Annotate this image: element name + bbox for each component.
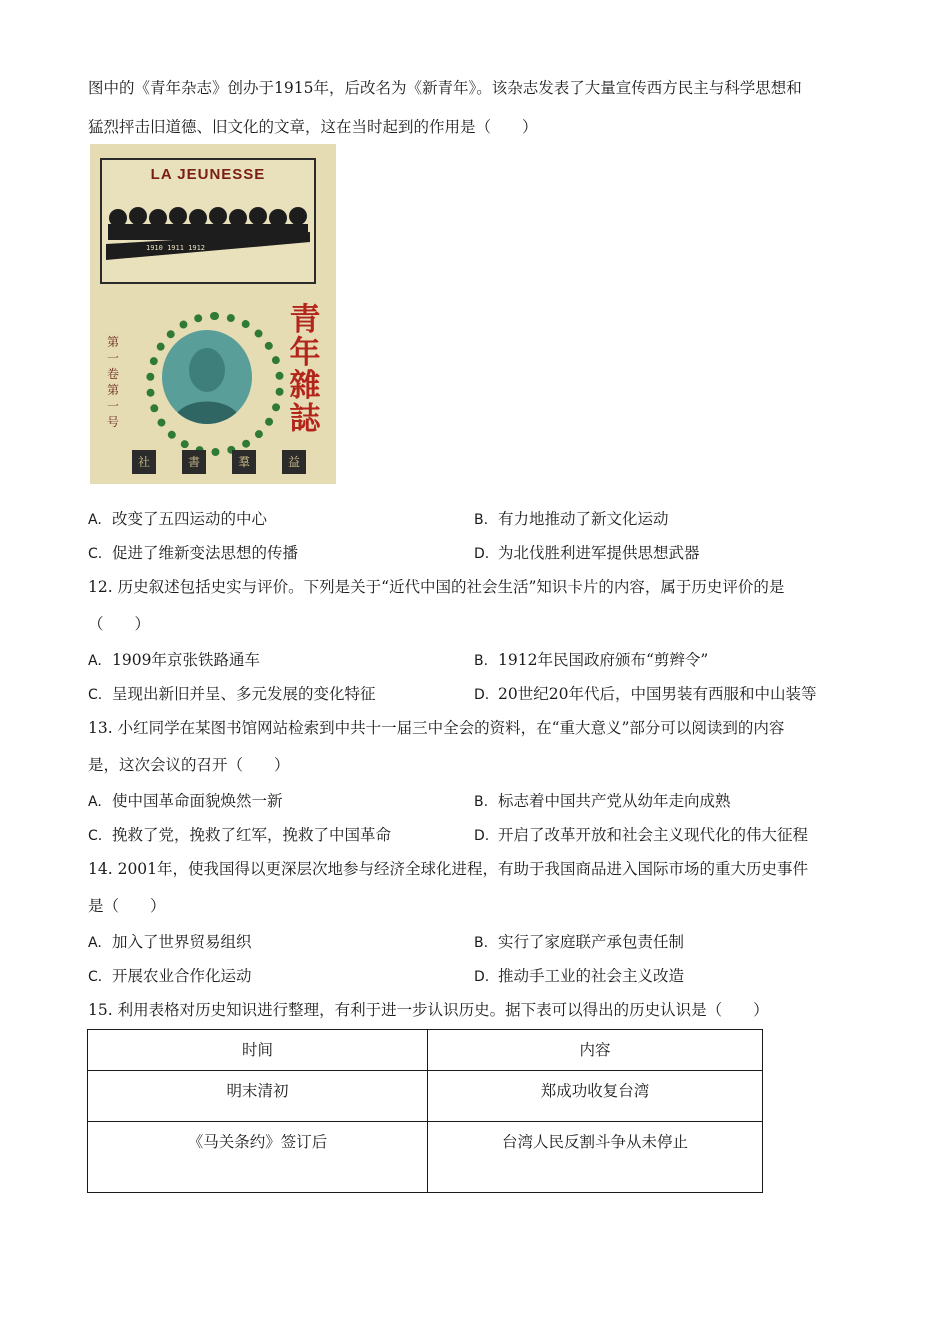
- q13-option-d[interactable]: D. 开启了改革开放和社会主义现代化的伟大征程: [474, 826, 809, 844]
- q11-stem-line2: 猛烈抨击旧道德、旧文化的文章，这在当时起到的作用是（ ）: [88, 118, 538, 136]
- q14-option-c[interactable]: C. 开展农业合作化运动: [88, 967, 252, 985]
- table-header-row: [88, 1030, 763, 1071]
- portrait: [162, 330, 252, 424]
- table-header: 内容: [428, 1030, 763, 1071]
- q13-option-c[interactable]: C. 挽救了党，挽救了红军，挽救了中国革命: [88, 826, 392, 844]
- cover-tag: 羣: [232, 450, 256, 474]
- crowd-illustration: [106, 204, 310, 276]
- cover-volume-label: 第一卷第一号: [106, 335, 119, 429]
- q12-option-d[interactable]: D. 20世纪20年代后，中国男装有西服和中山装等: [474, 685, 817, 703]
- cover-tag: 益: [282, 450, 306, 474]
- table-row: [88, 1071, 763, 1122]
- q11-option-d[interactable]: D. 为北伐胜利进军提供思想武器: [474, 544, 700, 562]
- table-cell: 台湾人民反割斗争从未停止: [428, 1122, 763, 1193]
- cover-banner: [100, 158, 316, 284]
- cover-tag: 書: [182, 450, 206, 474]
- cover-title-cn: 青年雜誌: [289, 302, 321, 437]
- q12-option-c[interactable]: C. 呈现出新旧并呈、多元发展的变化特征: [88, 685, 376, 703]
- svg-text:1910 1911 1912: 1910 1911 1912: [146, 244, 206, 252]
- cover-tag: 社: [132, 450, 156, 474]
- table-cell: 郑成功收复台湾: [428, 1071, 763, 1122]
- table-cell: 明末清初: [88, 1071, 428, 1122]
- cover-tags: [104, 450, 324, 474]
- q12-option-b[interactable]: B. 1912年民国政府颁布“剪辫令”: [474, 651, 709, 669]
- q13-stem-line2: 是，这次会议的召开（ ）: [88, 756, 290, 774]
- q11-stem-line1: 图中的《青年杂志》创办于1915年，后改名为《新青年》。该杂志发表了大量宣传西方民主与科学思想和: [88, 79, 802, 97]
- table-row: [88, 1122, 763, 1193]
- table-cell: 《马关条约》签订后: [88, 1122, 428, 1193]
- history-table: [87, 1029, 763, 1193]
- q11-option-c[interactable]: C. 促进了维新变法思想的传播: [88, 544, 299, 562]
- q14-option-a[interactable]: A. 加入了世界贸易组织: [88, 933, 252, 951]
- table-header: 时间: [88, 1030, 428, 1071]
- q12-stem-line2: （ ）: [88, 615, 151, 633]
- q13-option-a[interactable]: A. 使中国革命面貌焕然一新: [88, 792, 283, 810]
- q12-option-a[interactable]: A. 1909年京张铁路通车: [88, 651, 260, 669]
- q14-stem-line1: 14. 2001年，使我国得以更深层次地参与经济全球化进程，有助于我国商品进入国际市场的重大历史事件: [88, 860, 809, 878]
- q12-stem-line1: 12. 历史叙述包括史实与评价。下列是关于“近代中国的社会生活”知识卡片的内容，属于历史评价的是: [88, 578, 785, 596]
- q15-stem-line1: 15. 利用表格对历史知识进行整理，有利于进一步认识历史。据下表可以得出的历史认识是（ ）: [88, 1001, 769, 1019]
- cover-title-en: LA JEUNESSE: [150, 166, 266, 183]
- q13-option-b[interactable]: B. 标志着中国共产党从幼年走向成熟: [474, 792, 731, 810]
- q11-option-b[interactable]: B. 有力地推动了新文化运动: [474, 510, 669, 528]
- q14-option-b[interactable]: B. 实行了家庭联产承包责任制: [474, 933, 685, 951]
- q14-option-d[interactable]: D. 推动手工业的社会主义改造: [474, 967, 685, 985]
- magazine-cover-image: [90, 144, 336, 484]
- q11-option-a[interactable]: A. 改变了五四运动的中心: [88, 510, 268, 528]
- q13-stem-line1: 13. 小红同学在某图书馆网站检索到中共十一届三中全会的资料，在“重大意义”部分可以阅读到的内容: [88, 719, 785, 737]
- q14-stem-line2: 是（ ）: [88, 897, 166, 915]
